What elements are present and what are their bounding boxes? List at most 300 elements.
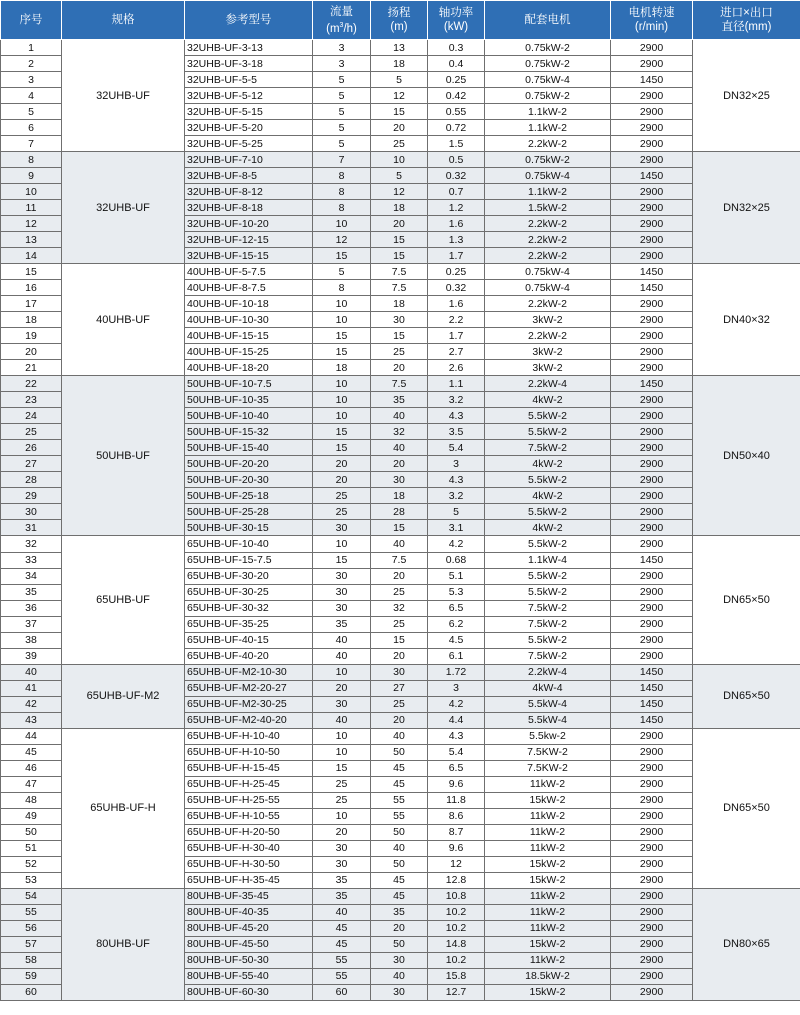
speed-cell: 2900 [611,56,693,72]
table-row [1,152,800,168]
power-cell: 3.2 [428,392,485,408]
port-cell: DN65×50 [693,664,800,728]
motor-cell: 11kW-2 [485,808,611,824]
port-cell: DN32×25 [693,40,800,152]
port-cell: DN50×40 [693,376,800,536]
model-cell: 50UHB-UF-10-7.5 [185,376,313,392]
flow-cell: 15 [313,344,371,360]
speed-cell: 2900 [611,856,693,872]
head-cell: 15 [371,632,428,648]
head-cell: 18 [371,296,428,312]
head-cell: 32 [371,600,428,616]
head-cell: 40 [371,728,428,744]
motor-cell: 3kW-2 [485,312,611,328]
port-cell: DN40×32 [693,264,800,376]
model-cell: 32UHB-UF-8-18 [185,200,313,216]
power-cell: 0.32 [428,280,485,296]
motor-cell: 7.5kW-2 [485,440,611,456]
motor-cell: 11kW-2 [485,888,611,904]
flow-cell: 25 [313,792,371,808]
header-head-label: 扬程 [387,7,411,19]
power-cell: 0.7 [428,184,485,200]
model-cell: 40UHB-UF-10-30 [185,312,313,328]
seq-cell: 5 [1,104,62,120]
port-cell: DN65×50 [693,728,800,888]
power-cell: 4.3 [428,408,485,424]
speed-cell: 2900 [611,888,693,904]
speed-cell: 2900 [611,184,693,200]
flow-cell: 55 [313,968,371,984]
head-cell: 50 [371,856,428,872]
flow-cell: 40 [313,904,371,920]
model-cell: 65UHB-UF-H-25-45 [185,776,313,792]
power-cell: 1.3 [428,232,485,248]
head-cell: 35 [371,392,428,408]
motor-cell: 0.75kW-4 [485,168,611,184]
motor-cell: 11kW-2 [485,904,611,920]
seq-cell: 24 [1,408,62,424]
motor-cell: 1.1kW-2 [485,104,611,120]
head-cell: 40 [371,840,428,856]
model-cell: 40UHB-UF-18-20 [185,360,313,376]
speed-cell: 2900 [611,344,693,360]
flow-cell: 8 [313,280,371,296]
power-cell: 0.42 [428,88,485,104]
speed-cell: 2900 [611,584,693,600]
motor-cell: 15kW-2 [485,936,611,952]
head-cell: 20 [371,456,428,472]
header-speed-unit: (r/min) [634,21,669,33]
motor-cell: 2.2kW-2 [485,232,611,248]
flow-cell: 8 [313,200,371,216]
head-cell: 40 [371,968,428,984]
spec-cell: 80UHB-UF [62,888,185,1000]
head-cell: 18 [371,56,428,72]
speed-cell: 2900 [611,520,693,536]
motor-cell: 11kW-2 [485,776,611,792]
seq-cell: 55 [1,904,62,920]
flow-cell: 20 [313,824,371,840]
motor-cell: 0.75kW-2 [485,88,611,104]
seq-cell: 51 [1,840,62,856]
speed-cell: 2900 [611,920,693,936]
power-cell: 12 [428,856,485,872]
flow-cell: 25 [313,488,371,504]
seq-cell: 59 [1,968,62,984]
model-cell: 65UHB-UF-30-25 [185,584,313,600]
model-cell: 65UHB-UF-H-35-45 [185,872,313,888]
header-port [693,1,800,40]
model-cell: 65UHB-UF-H-15-45 [185,760,313,776]
flow-cell: 45 [313,920,371,936]
speed-cell: 2900 [611,456,693,472]
header-flow-unit-pre: (m [326,22,340,35]
flow-cell: 25 [313,504,371,520]
speed-cell: 2900 [611,152,693,168]
power-cell: 3.2 [428,488,485,504]
power-cell: 3.1 [428,520,485,536]
seq-cell: 18 [1,312,62,328]
speed-cell: 2900 [611,984,693,1000]
power-cell: 4.4 [428,712,485,728]
seq-cell: 8 [1,152,62,168]
flow-cell: 15 [313,760,371,776]
speed-cell: 1450 [611,680,693,696]
seq-cell: 7 [1,136,62,152]
power-cell: 4.3 [428,728,485,744]
head-cell: 25 [371,344,428,360]
model-cell: 80UHB-UF-45-50 [185,936,313,952]
model-cell: 65UHB-UF-H-25-55 [185,792,313,808]
speed-cell: 2900 [611,744,693,760]
power-cell: 6.5 [428,600,485,616]
flow-cell: 5 [313,136,371,152]
flow-cell: 5 [313,120,371,136]
header-motor-label: 配套电机 [524,14,571,26]
speed-cell: 2900 [611,536,693,552]
head-cell: 45 [371,760,428,776]
motor-cell: 11kW-2 [485,920,611,936]
speed-cell: 2900 [611,248,693,264]
power-cell: 1.7 [428,248,485,264]
model-cell: 50UHB-UF-15-40 [185,440,313,456]
speed-cell: 2900 [611,200,693,216]
power-cell: 10.2 [428,904,485,920]
head-cell: 10 [371,152,428,168]
model-cell: 65UHB-UF-M2-40-20 [185,712,313,728]
speed-cell: 2900 [611,120,693,136]
header-seq-label: 序号 [19,14,43,26]
power-cell: 6.5 [428,760,485,776]
flow-cell: 5 [313,72,371,88]
speed-cell: 2900 [611,568,693,584]
head-cell: 30 [371,984,428,1000]
model-cell: 32UHB-UF-8-5 [185,168,313,184]
header-model-label: 参考型号 [225,14,272,26]
head-cell: 7.5 [371,552,428,568]
seq-cell: 13 [1,232,62,248]
speed-cell: 2900 [611,408,693,424]
seq-cell: 4 [1,88,62,104]
speed-cell: 2900 [611,88,693,104]
model-cell: 50UHB-UF-20-30 [185,472,313,488]
power-cell: 3 [428,680,485,696]
seq-cell: 38 [1,632,62,648]
power-cell: 0.32 [428,168,485,184]
speed-cell: 2900 [611,776,693,792]
head-cell: 45 [371,888,428,904]
header-power-label: 轴功率 [438,7,474,19]
power-cell: 9.6 [428,840,485,856]
motor-cell: 5.5kW-2 [485,504,611,520]
header-head-unit: (m) [390,21,408,33]
power-cell: 1.7 [428,328,485,344]
flow-cell: 10 [313,312,371,328]
flow-cell: 20 [313,472,371,488]
head-cell: 40 [371,408,428,424]
flow-cell: 10 [313,664,371,680]
header-flow-unit-post: /h) [343,22,357,35]
model-cell: 50UHB-UF-25-28 [185,504,313,520]
motor-cell: 5.5kW-2 [485,424,611,440]
model-cell: 32UHB-UF-5-25 [185,136,313,152]
motor-cell: 2.2kW-4 [485,664,611,680]
flow-cell: 30 [313,696,371,712]
table-row [1,536,800,552]
head-cell: 50 [371,824,428,840]
motor-cell: 5.5kW-2 [485,408,611,424]
flow-cell: 8 [313,168,371,184]
power-cell: 1.6 [428,296,485,312]
head-cell: 55 [371,792,428,808]
power-cell: 0.25 [428,72,485,88]
motor-cell: 2.2kW-4 [485,376,611,392]
flow-cell: 15 [313,424,371,440]
seq-cell: 48 [1,792,62,808]
power-cell: 9.6 [428,776,485,792]
flow-cell: 20 [313,456,371,472]
flow-cell: 20 [313,680,371,696]
flow-cell: 15 [313,440,371,456]
flow-cell: 7 [313,152,371,168]
speed-cell: 1450 [611,552,693,568]
speed-cell: 1450 [611,712,693,728]
table-body [1,40,800,1001]
head-cell: 5 [371,168,428,184]
head-cell: 20 [371,920,428,936]
seq-cell: 9 [1,168,62,184]
speed-cell: 2900 [611,968,693,984]
seq-cell: 42 [1,696,62,712]
seq-cell: 40 [1,664,62,680]
flow-cell: 3 [313,40,371,56]
flow-cell: 5 [313,104,371,120]
head-cell: 27 [371,680,428,696]
seq-cell: 54 [1,888,62,904]
head-cell: 15 [371,104,428,120]
model-cell: 32UHB-UF-5-15 [185,104,313,120]
speed-cell: 2900 [611,40,693,56]
model-cell: 65UHB-UF-H-20-50 [185,824,313,840]
flow-cell: 5 [313,88,371,104]
model-cell: 65UHB-UF-15-7.5 [185,552,313,568]
flow-cell: 40 [313,648,371,664]
power-cell: 8.6 [428,808,485,824]
head-cell: 15 [371,328,428,344]
seq-cell: 39 [1,648,62,664]
power-cell: 5 [428,504,485,520]
motor-cell: 5.5kW-2 [485,472,611,488]
motor-cell: 7.5KW-2 [485,744,611,760]
motor-cell: 0.75kW-2 [485,152,611,168]
model-cell: 40UHB-UF-10-18 [185,296,313,312]
seq-cell: 46 [1,760,62,776]
power-cell: 0.72 [428,120,485,136]
flow-cell: 40 [313,712,371,728]
header-port-unit: 直径(mm) [721,21,772,33]
head-cell: 5 [371,72,428,88]
motor-cell: 1.1kW-2 [485,184,611,200]
speed-cell: 2900 [611,296,693,312]
seq-cell: 26 [1,440,62,456]
flow-cell: 30 [313,568,371,584]
power-cell: 10.2 [428,952,485,968]
spec-cell: 32UHB-UF [62,40,185,152]
model-cell: 50UHB-UF-20-20 [185,456,313,472]
seq-cell: 14 [1,248,62,264]
spec-cell: 65UHB-UF-M2 [62,664,185,728]
header-spec [62,1,185,40]
seq-cell: 16 [1,280,62,296]
model-cell: 80UHB-UF-50-30 [185,952,313,968]
seq-cell: 60 [1,984,62,1000]
power-cell: 2.6 [428,360,485,376]
head-cell: 7.5 [371,264,428,280]
flow-cell: 10 [313,376,371,392]
head-cell: 25 [371,616,428,632]
port-cell: DN80×65 [693,888,800,1000]
spec-cell: 50UHB-UF [62,376,185,536]
speed-cell: 2900 [611,728,693,744]
flow-cell: 35 [313,888,371,904]
flow-cell: 15 [313,328,371,344]
seq-cell: 33 [1,552,62,568]
seq-cell: 20 [1,344,62,360]
head-cell: 18 [371,200,428,216]
seq-cell: 27 [1,456,62,472]
motor-cell: 18.5kW-2 [485,968,611,984]
flow-cell: 10 [313,216,371,232]
head-cell: 50 [371,744,428,760]
speed-cell: 2900 [611,840,693,856]
flow-cell: 15 [313,552,371,568]
motor-cell: 1.5kW-2 [485,200,611,216]
model-cell: 40UHB-UF-8-7.5 [185,280,313,296]
model-cell: 32UHB-UF-5-5 [185,72,313,88]
speed-cell: 2900 [611,488,693,504]
head-cell: 12 [371,184,428,200]
speed-cell: 2900 [611,936,693,952]
model-cell: 50UHB-UF-10-35 [185,392,313,408]
model-cell: 40UHB-UF-15-25 [185,344,313,360]
header-flow [313,1,371,40]
power-cell: 4.2 [428,696,485,712]
seq-cell: 31 [1,520,62,536]
seq-cell: 2 [1,56,62,72]
head-cell: 7.5 [371,280,428,296]
model-cell: 32UHB-UF-10-20 [185,216,313,232]
spec-cell: 32UHB-UF [62,152,185,264]
seq-cell: 17 [1,296,62,312]
speed-cell: 2900 [611,216,693,232]
flow-cell: 25 [313,776,371,792]
model-cell: 80UHB-UF-55-40 [185,968,313,984]
power-cell: 5.1 [428,568,485,584]
motor-cell: 0.75kW-4 [485,264,611,280]
speed-cell: 2900 [611,648,693,664]
seq-cell: 37 [1,616,62,632]
head-cell: 30 [371,312,428,328]
seq-cell: 25 [1,424,62,440]
seq-cell: 28 [1,472,62,488]
head-cell: 40 [371,440,428,456]
speed-cell: 2900 [611,136,693,152]
model-cell: 40UHB-UF-15-15 [185,328,313,344]
seq-cell: 21 [1,360,62,376]
power-cell: 2.2 [428,312,485,328]
motor-cell: 5.5kw-2 [485,728,611,744]
head-cell: 12 [371,88,428,104]
header-seq [1,1,62,40]
motor-cell: 2.2kW-2 [485,248,611,264]
model-cell: 65UHB-UF-35-25 [185,616,313,632]
flow-cell: 30 [313,840,371,856]
power-cell: 12.8 [428,872,485,888]
head-cell: 50 [371,936,428,952]
motor-cell: 11kW-2 [485,952,611,968]
power-cell: 14.8 [428,936,485,952]
speed-cell: 2900 [611,872,693,888]
head-cell: 30 [371,664,428,680]
head-cell: 15 [371,248,428,264]
speed-cell: 2900 [611,104,693,120]
power-cell: 15.8 [428,968,485,984]
speed-cell: 2900 [611,824,693,840]
power-cell: 10.2 [428,920,485,936]
header-speed [611,1,693,40]
header-power-unit: (kW) [443,21,469,33]
power-cell: 3 [428,456,485,472]
motor-cell: 4kW-2 [485,392,611,408]
power-cell: 0.3 [428,40,485,56]
speed-cell: 2900 [611,440,693,456]
model-cell: 32UHB-UF-8-12 [185,184,313,200]
model-cell: 50UHB-UF-15-32 [185,424,313,440]
seq-cell: 57 [1,936,62,952]
speed-cell: 1450 [611,696,693,712]
motor-cell: 11kW-2 [485,840,611,856]
seq-cell: 6 [1,120,62,136]
motor-cell: 1.1kW-4 [485,552,611,568]
speed-cell: 2900 [611,632,693,648]
seq-cell: 53 [1,872,62,888]
seq-cell: 45 [1,744,62,760]
speed-cell: 2900 [611,392,693,408]
head-cell: 15 [371,232,428,248]
power-cell: 2.7 [428,344,485,360]
motor-cell: 5.5kW-2 [485,632,611,648]
speed-cell: 2900 [611,424,693,440]
head-cell: 45 [371,872,428,888]
model-cell: 65UHB-UF-40-20 [185,648,313,664]
model-cell: 32UHB-UF-3-18 [185,56,313,72]
speed-cell: 2900 [611,328,693,344]
motor-cell: 15kW-2 [485,872,611,888]
motor-cell: 5.5kW-4 [485,712,611,728]
table-row [1,728,800,744]
head-cell: 25 [371,696,428,712]
model-cell: 32UHB-UF-12-15 [185,232,313,248]
speed-cell: 2900 [611,904,693,920]
head-cell: 45 [371,776,428,792]
flow-cell: 10 [313,392,371,408]
speed-cell: 2900 [611,312,693,328]
power-cell: 10.8 [428,888,485,904]
table-row [1,664,800,680]
speed-cell: 2900 [611,472,693,488]
model-cell: 65UHB-UF-10-40 [185,536,313,552]
header-flow-label: 流量 [330,5,353,18]
